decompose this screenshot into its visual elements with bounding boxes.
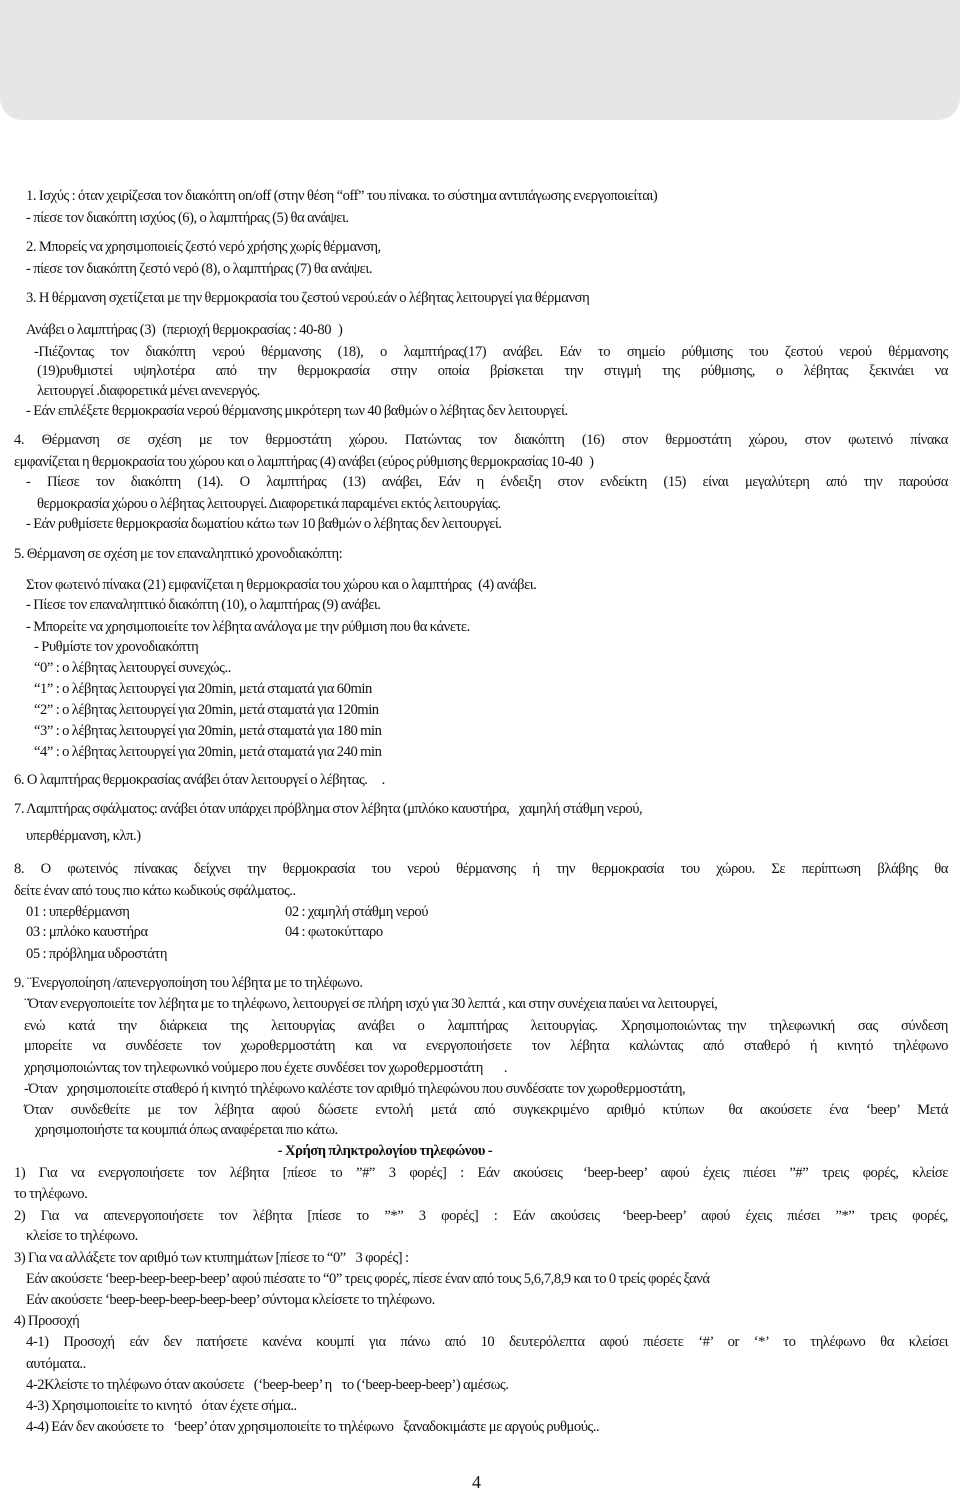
text-line: υπερθέρμανση, κλπ.) (26, 828, 141, 844)
text-line: 01 : υπερθέρμανση (26, 904, 130, 920)
text-line: Εάν ακούσετε ‘beep-beep-beep-beep’ αφού πιέσατε το “0” τρεις φορές, πίεσε έναν από τους 5,6,7,8,9 και το 0 τρείς φορές ξανά (26, 1271, 710, 1287)
text-line: “1” : ο λέβητας λειτουργεί για 20min, μετά σταματά για 60min (34, 681, 372, 697)
text-line: 7. Λαμπτήρας σφάλματος: ανάβει όταν υπάρχει πρόβλημα στον λέβητα (μπλόκο καυστήρα, χαμηλή στάθμη νερού, (14, 801, 643, 817)
section-heading: - Χρήση πληκτρολογίου τηλεφώνου - (277, 1143, 493, 1159)
text-line: - πίεσε τον διακόπτη ζεστό νερό (8), ο λαμπτήρας (7) θα ανάψει. (26, 261, 373, 277)
text-line: κλείσε το τηλέφωνο. (26, 1228, 138, 1244)
text-line: 4. Θέρμανση σε σχέση με τον θερμοστάτη χώρου. Πατώντας τον διακόπτη (16) στον θερμοστάτη χώρου, στον φωτεινό πίνακα (14, 432, 948, 448)
text-line: “4” : ο λέβητας λειτουργεί για 20min, μετά σταματά για 240 min (34, 744, 382, 760)
text-line: δείτε έναν από τους πιο κάτω κωδικούς σφάλματος.. (14, 883, 296, 899)
text-line: -Όταν χρησιμοποιείτε σταθερό ή κινητό τηλέφωνο καλέστε τον αριθμό τηλεφώνου που συνδέσατε τον χωροθερμοστάτη, (24, 1081, 686, 1097)
text-line: 9. ¨Ενεργοποίηση /απενεργοποίηση του λέβητα με το τηλέφωνο. (14, 975, 363, 991)
text-line: “3” : ο λέβητας λειτουργεί για 20min, μετά σταματά για 180 min (34, 723, 382, 739)
page-number: 4 (472, 1472, 481, 1492)
text-line: Στον φωτεινό πίνακα (21) εμφανίζεται η θερμοκρασία του χώρου και ο λαμπτήρας (4) ανάβει. (26, 577, 537, 593)
text-line: 03 : μπλόκο καυστήρα (26, 924, 148, 940)
text-line: - Ρυθμίστε τον χρονοδιακόπτη (34, 639, 199, 655)
text-line: 05 : πρόβλημα υδροστάτη (26, 946, 168, 962)
text-line: 04 : φωτοκύτταρο (285, 924, 383, 940)
text-line: 4) Προσοχή (14, 1313, 80, 1329)
text-line: 1. Ισχύς : όταν χειρίζεσαι τον διακόπτη on/off (στην θέση “off” του πίνακα. το σύστημα αντιπάγωσης ενεργοποιείται) (26, 188, 658, 204)
page-header-band (0, 0, 960, 120)
text-line: 6. Ο λαμπτήρας θερμοκρασίας ανάβει όταν λειτουργεί ο λέβητας. . (14, 772, 385, 788)
text-line: (19)ρυθμιστεί υψηλοτέρα από την θερμοκρασία στην οποία βρίσκεται την στιγμή της ρύθμισης, ο λέβητας ξεκινάει να (37, 363, 948, 379)
text-line: 4-2Κλείστε το τηλέφωνο όταν ακούσετε (‘beep-beep’ η το (‘beep-beep-beep’) αμέσως. (26, 1377, 509, 1393)
text-line: 4-4) Εάν δεν ακούσετε το ‘beep’ όταν χρησιμοποιείτε το τηλέφωνο ξαναδοκιμάστε με αργούς ρυθμούς.. (26, 1419, 600, 1435)
text-line: 3. Η θέρμανση σχετίζεται με την θερμοκρασία του ζεστού νερού.εάν ο λέβητας λειτουργεί για θέρμανση (26, 290, 590, 306)
text-line: - Μπορείτε να χρησιμοποιείτε τον λέβητα ανάλογα με την ρύθμιση που θα κάνετε. (26, 619, 470, 635)
text-line: χρησιμοποιήστε τα κουμπιά όπως αναφέρεται πιο κάτω. (35, 1122, 338, 1138)
text-line: ενώ κατά την διάρκεια της λειτουργίας ανάβει ο λαμπτήρας λειτουργίας. Χρησιμοποιώντας την τηλεφωνική σας σύνδεση (24, 1018, 948, 1034)
text-line: αυτόματα.. (26, 1356, 86, 1372)
text-line: χρησιμοποιώντας τον τηλεφωνικό νούμερο που έχετε συνδέσει τον χωροθερμοστάτη . (24, 1060, 508, 1076)
text-line: - Εάν επιλέξετε θερμοκρασία νερού θέρμανσης μικρότερη των 40 βαθμών ο λέβητας δεν λειτουργεί. (26, 403, 568, 419)
text-line: 5. Θέρμανση σε σχέση με τον επαναληπτικό χρονοδιακόπτη: (14, 546, 343, 562)
text-line: “2” : ο λέβητας λειτουργεί για 20min, μετά σταματά για 120min (34, 702, 379, 718)
text-line: 4-3) Χρησιμοποιείτε το κινητό όταν έχετε σήμα.. (26, 1398, 297, 1414)
text-line: 3) Για να αλλάξετε τον αριθμό των κτυπημάτων [πίεσε το “0” 3 φορές] : (14, 1250, 409, 1266)
text-line: Ανάβει ο λαμπτήρας (3) (περιοχή θερμοκρασίας : 40-80 ) (26, 322, 343, 338)
text-line: - Πίεσε τον διακόπτη (14). Ο λαμπτήρας (13) ανάβει, Εάν η ένδειξη στον ενδείκτη (15) είναι μεγαλύτερη από την παρούσα (26, 474, 948, 490)
text-line: “0” : ο λέβητας λειτουργεί συνεχώς.. (34, 660, 231, 676)
text-line: 02 : χαμηλή στάθμη νερού (285, 904, 429, 920)
text-line: μπορείτε να συνδέσετε τον χωροθερμοστάτη και να ενεργοποιήσετε τον λέβητα καλώντας από σταθερό ή κινητό τηλέφωνο (24, 1038, 948, 1054)
text-line: - πίεσε τον διακόπτη ισχύος (6), ο λαμπτήρας (5) θα ανάψει. (26, 210, 349, 226)
text-line: ¨Όταν ενεργοποιείτε τον λέβητα με το τηλέφωνο, λειτουργεί σε πλήρη ισχύ για 30 λεπτά , και στην συνέχεια παύει να λειτουργεί, (24, 996, 718, 1012)
text-line: εμφανίζεται η θερμοκρασία του χώρου και ο λαμπτήρας (4) ανάβει (εύρος ρύθμισης θερμοκρασίας 10-40 ) (14, 454, 594, 470)
text-line: - Εάν ρυθμίσετε θερμοκρασία δωματίου κάτω των 10 βαθμών ο λέβητας δεν λειτουργεί. (26, 516, 502, 532)
text-line: Εάν ακούσετε ‘beep-beep-beep-beep-beep’ σύντομα κλείσετε το τηλέφωνο. (26, 1292, 435, 1308)
text-line: το τηλέφωνο. (14, 1186, 88, 1202)
text-line: θερμοκρασία χώρου ο λέβητας λειτουργεί. Διαφορετικά παραμένει εκτός λειτουργίας. (37, 496, 501, 512)
text-line: 8. Ο φωτεινός πίνακας δείχνει την θερμοκρασία του νερού θέρμανσης ή την θερμοκρασία του χώρου. Σε περίπτωση βλάβης θα (14, 861, 948, 877)
text-line: -Πιέζοντας τον διακόπτη νερού θέρμανσης (18), ο λαμπτήρας(17) ανάβει. Εάν το σημείο ρύθμισης του ζεστού νερού θέρμανσης (34, 344, 948, 360)
text-line: Όταν συνδεθείτε με τον λέβητα αφού δώσετε εντολή μετά από συγκεκριμένο αριθμό κτύπων θα ακούσετε ένα ‘beep’ Μετά (24, 1102, 948, 1118)
text-line: 2) Για να απενεργοποιήσετε τον λέβητα [πίεσε το ”*” 3 φορές] : Εάν ακούσεις ‘beep-beep’ αφού έχεις πιέσει ”*” τρεις φορές, (14, 1208, 948, 1224)
text-line: 1) Για να ενεργοποιήσετε τον λέβητα [πίεσε το ”#” 3 φορές] : Εάν ακούσεις ‘beep-beep’ αφού έχεις πιέσει ”#” τρεις φορές, κλείσε (14, 1165, 948, 1181)
text-line: λειτουργεί .διαφορετικά μένει ανενεργός. (37, 383, 260, 399)
text-line: 4-1) Προσοχή εάν δεν πατήσετε κανένα κουμπί για πάνω από 10 δευτερόλεπτα αφού πιέσετε ‘#’ or ‘*’ το τηλέφωνο θα κλείσει (26, 1334, 948, 1350)
text-line: 2. Μπορείς να χρησιμοποιείς ζεστό νερό χρήσης χωρίς θέρμανση, (26, 239, 381, 255)
text-line: - Πίεσε τον επαναληπτικό διακόπτη (10), ο λαμπτήρας (9) ανάβει. (26, 597, 381, 613)
